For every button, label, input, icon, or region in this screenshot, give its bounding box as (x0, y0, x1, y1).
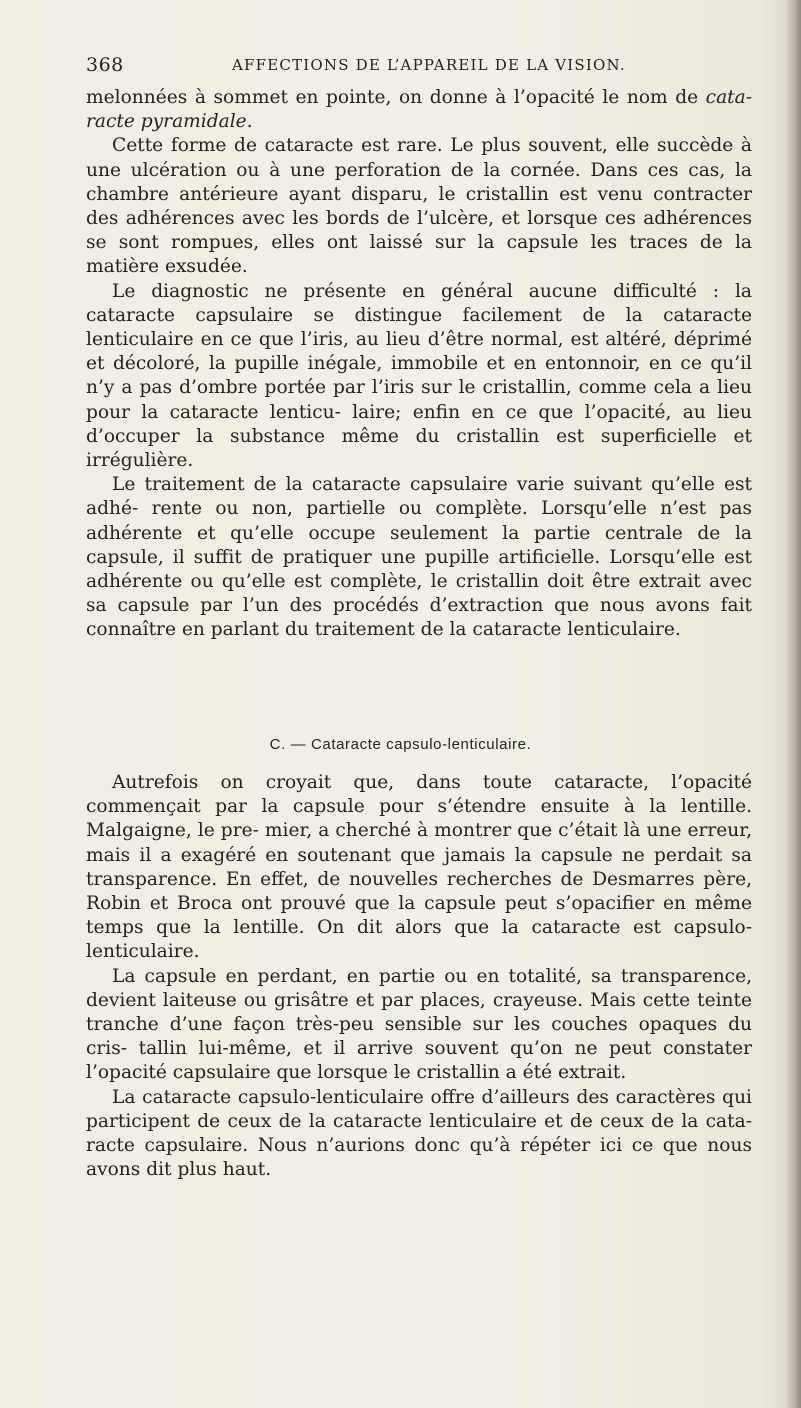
paragraph-capsule: La capsule en perdant, en partie ou en totalité, sa transparence, devient laiteuse ou grisâtre et par places, crayeuse. Mais cette teinte tranche d’une façon très-peu sensible sur les couches opaques du cris- tallin lui-même, et il arrive souvent qu’on ne peut constater l’opacité capsulaire que lorsque le cristallin a été extrait. (86, 965, 752, 1084)
running-head: AFFECTIONS DE L’APPAREIL DE LA VISION. (232, 56, 626, 74)
page-header (86, 54, 746, 80)
page-number: 368 (86, 54, 124, 76)
paragraph-text: melonnées à sommet en pointe, on donne à l’opacité le nom de (86, 87, 706, 108)
section-heading: C. — Cataracte capsulo-lenticulaire. (269, 736, 532, 753)
paragraph-rarity: Cette forme de cataracte est rare. Le plus souvent, elle succède à une ulcération ou à une perforation de la cornée. Dans ces cas, la chambre antérieure ayant disparu, le cristallin est venu contracter des adhérences avec les bords de l’ulcère, et lorsque ces adhérences se sont rompues, elles ont laissé sur la capsule les traces de la matière exsudée. (86, 135, 752, 278)
paragraph-history: Autrefois on croyait que, dans toute cataracte, l’opacité commençait par la capsule pour s’étendre ensuite à la lentille. Malgaigne, le pre- mier, a cherché à montrer que c’était là une erreur, mais il a exagéré en soutenant que jamais la capsule ne perdait sa transparence. En effet, de nouvelles recherches de Desmarres père, Robin et Broca ont prouvé que la capsule peut s’opacifier en même temps que la lentille. On dit alors que la cataracte est capsulo-lenticulaire. (86, 772, 752, 963)
paragraph-treatment: Le traitement de la cataracte capsulaire varie suivant qu’elle est adhé- rente ou non, partielle ou complète. Lorsqu’elle n’est pas adhérente et qu’elle occupe seulement la partie centrale de la capsule, il suffit de pratiquer une pupille artificielle. Lorsqu’elle est adhérente ou qu’elle est complète, le cristallin doit être extrait avec sa capsule par l’un des procédés d’extraction que nous avons fait connaître en parlant du traitement de la cataracte lenticulaire. (86, 474, 752, 641)
paragraph-continuation (86, 86, 752, 134)
page-edge-shadow (785, 0, 801, 1408)
text-block-lower (86, 771, 752, 1182)
paragraph-conclusion: La cataracte capsulo-lenticulaire offre d’ailleurs des caractères qui participent de ceux de la cataracte lenticulaire et de ceux de la cata- racte capsulaire. Nous n’aurions donc qu’à répéter ici ce que nous avons dit plus haut. (86, 1086, 752, 1181)
paragraph-diagnosis: Le diagnostic ne présente en général aucune difficulté : la cataracte capsulaire se distingue facilement de la cataracte lenticulaire en ce que l’iris, au lieu d’être normal, est altéré, déprimé et décoloré, la pupille inégale, immobile et en entonnoir, en ce qu’il n’y a pas d’ombre portée par l’iris sur le cristallin, comme cela a lieu pour la cataracte lenticu- laire; enfin en ce que l’opacité, au lieu d’occuper la substance même du cristallin est superficielle et irrégulière. (86, 280, 752, 472)
italic-term: cata- racte pyramidale (86, 87, 752, 133)
text-block-upper (86, 86, 752, 643)
paragraph-end: . (246, 111, 253, 133)
